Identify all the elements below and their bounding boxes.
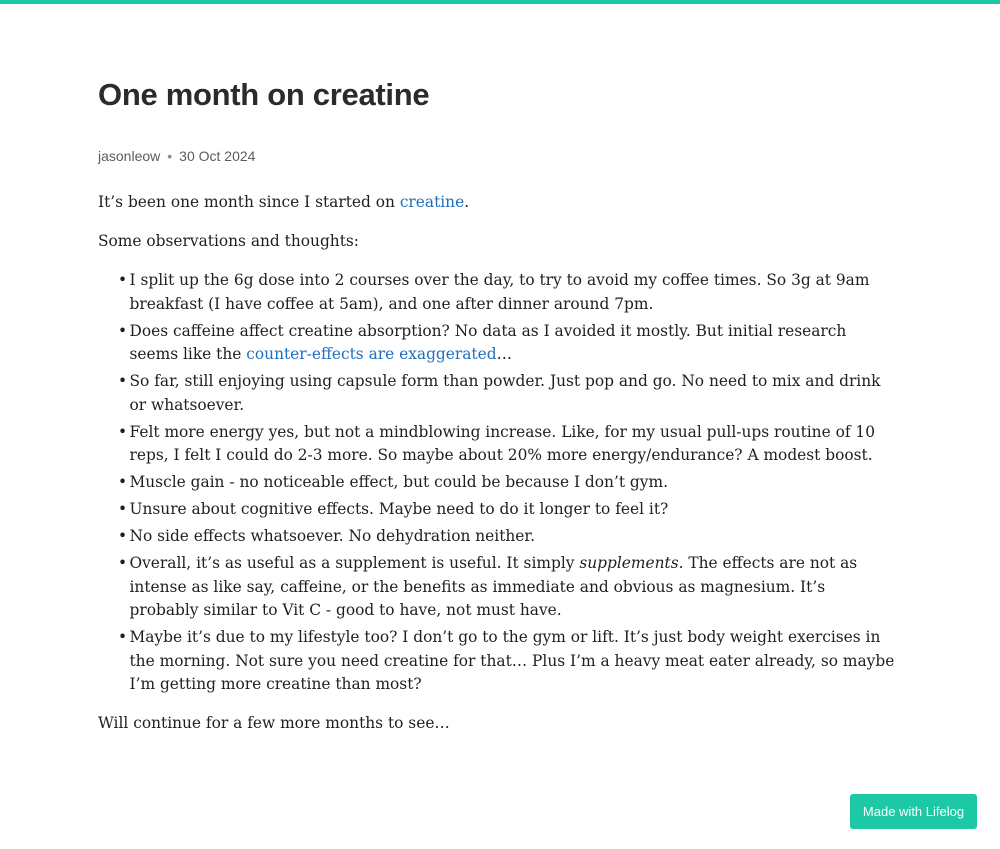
list-item: • Muscle gain - no noticeable effect, but could be because I don’t gym. — [98, 471, 898, 495]
list-item: • Unsure about cognitive effects. Maybe need to do it longer to feel it? — [98, 498, 898, 522]
intro-paragraph: It’s been one month since I started on creatine. — [98, 193, 470, 211]
list-item: • Felt more energy yes, but not a mindblowing increase. Like, for my usual pull-ups routine of 10 reps, I felt I could do 2-3 more. So maybe about 20% more energy/endurance? A modest boost. — [118, 422, 876, 464]
made-with-lifelog-button[interactable]: Made with Lifelog — [850, 794, 977, 829]
author-name[interactable]: jasonleow — [98, 148, 161, 164]
post-date: 30 Oct 2024 — [179, 148, 256, 164]
bullet: • — [118, 271, 128, 289]
post-title: One month on creatine — [98, 77, 430, 112]
top-accent-bar — [0, 0, 1000, 4]
bullet: • — [118, 527, 128, 545]
creatine-link[interactable]: creatine — [399, 193, 465, 211]
bullet: • — [118, 321, 128, 340]
list-item: • Does caffeine affect creatine absorption? No data as I avoided it mostly. But initial research seems like the counter-effects are exaggerated… — [118, 321, 847, 363]
closing-paragraph: Will continue for a few more months to see… — [98, 714, 450, 732]
observations-list — [98, 269, 898, 697]
lead-paragraph: Some observations and thoughts: — [98, 232, 359, 250]
list-item: • Overall, it’s as useful as a supplement is useful. It simply supplements. The effects are not as intense as like say, caffeine, or the benefits as immediate and obvious as magnesium. It’s probably similar to Vit C - good to have, not must have. — [118, 554, 858, 619]
post-body — [98, 191, 898, 751]
bullet: • — [118, 473, 128, 491]
bullet: • — [118, 554, 128, 572]
list-item: • I split up the 6g dose into 2 courses over the day, to try to avoid my coffee times. So 3g at 9am breakfast (I have coffee at 5am), and one after dinner around 7pm. — [118, 271, 870, 313]
list-item: • So far, still enjoying using capsule form than powder. Just pop and go. No need to mix and drink or whatsoever. — [118, 372, 881, 414]
bullet: • — [118, 500, 128, 518]
bullet: • — [118, 422, 128, 441]
list-item: • No side effects whatsoever. No dehydration neither. — [98, 525, 898, 549]
list-item: • Maybe it’s due to my lifestyle too? I don’t go to the gym or lift. It’s just body weight exercises in the morning. Not sure you need creatine for that… Plus I’m a heavy meat eater already, so maybe I’m getting more creatine than most? — [118, 628, 895, 693]
meta-separator: • — [167, 148, 173, 164]
emphasis-text: supplements — [579, 554, 679, 572]
counter-effects-link[interactable]: counter-effects are exaggerated — [246, 345, 497, 363]
bullet: • — [118, 372, 128, 390]
bullet: • — [118, 628, 128, 646]
post-meta — [98, 148, 255, 164]
